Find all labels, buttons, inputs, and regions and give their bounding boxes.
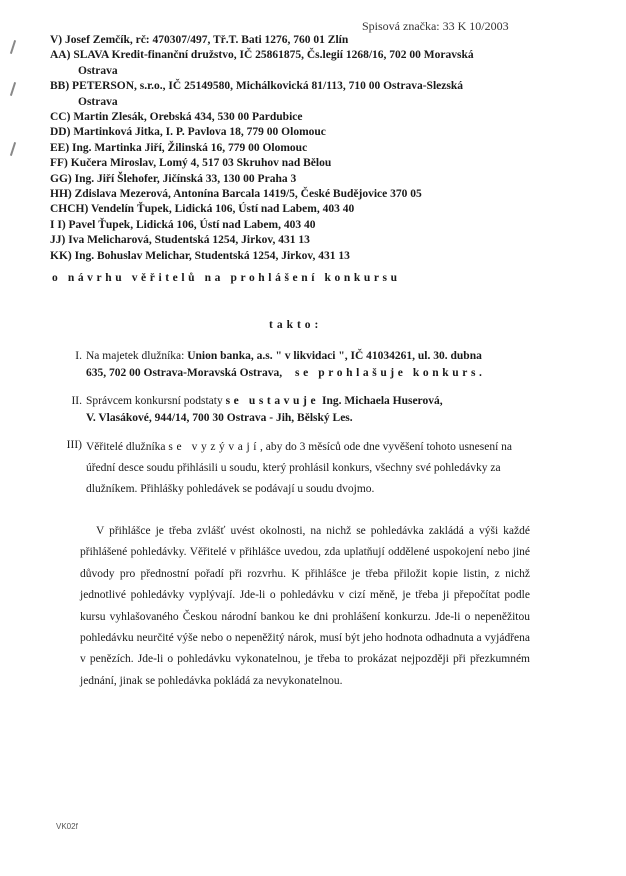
creditor-entry — [50, 125, 610, 140]
creditor-text: Iva Melicharová, Studentská 1254, Jirkov, 431 13 — [68, 234, 310, 247]
creditor-label: FF) — [50, 157, 68, 170]
instructions-paragraph: V přihlášce je třeba zvlášť uvést okolnosti, na nichž se pohledávka zakládá a výši každé přihlášené pohledávky. Věřitelé v přihlášce uvedou, zda uplatňují oddělené uspokojení nebo jiné důvody pro přednostní pořadí při rozvrhu. K přihlášce je třeba přiložit kopie listin, z nichž jednotlivé pohledávky vyplývají. Jde-li o pohledávku v cizí měně, je třeba ji přepočítat podle kursu vyhlašovaného Českou národní bankou ke dni prohlášení konkurzu. Jde-li o nepeněžitou pohledávku neurčité výše nebo o nepeněžitý nárok, musí být jeho hodnota odhadnuta a vyjádřena v penězích. Jde-li o pohledávku vykonatelnou, je třeba to prokázat nejpozději při přezkumném jednání, jinak se pohledávka pokládá za nevykonatelnou. — [80, 525, 530, 687]
creditor-label: HH) — [50, 188, 72, 201]
creditor-text: Zdislava Mezerová, Antonína Barcala 1419/5, České Budějovice 370 05 — [74, 188, 422, 201]
creditor-entry — [50, 156, 610, 171]
creditor-entry — [50, 48, 610, 79]
creditor-entry — [50, 202, 610, 217]
creditor-label: I I) — [50, 218, 66, 231]
takto-heading: takto: — [269, 319, 323, 331]
resolution-heading: o návrhu věřitelů na prohlášení konkursu — [52, 272, 401, 284]
creditor-label: KK) — [50, 249, 72, 262]
creditor-text: Pavel Ťupek, Lidická 106, Ústí nad Labem, 403 40 — [68, 218, 316, 231]
creditor-label: GG) — [50, 172, 72, 185]
creditor-text: Martin Zlesák, Orebská 434, 530 00 Pardubice — [73, 111, 303, 124]
item-verb: se ustavuje — [225, 395, 320, 407]
item-text: , aby do 3 měsíců ode dne vyvěšení tohoto usnesení na úřední desce soudu přihlásili u soudu, který prohlásil konkurs, všechny své pohledávky za dlužníkem. Přihlášky pohledávek se podávají u soudu dvojmo. — [86, 441, 513, 495]
creditor-label: DD) — [50, 126, 71, 139]
creditor-text-continued: Ostrava — [78, 95, 118, 108]
creditor-label: EE) — [50, 141, 70, 154]
creditor-label: JJ) — [50, 234, 66, 247]
trustee-address: V. Vlasákové, 944/14, 700 30 Ostrava - Jih, Bělský Les. — [86, 412, 353, 424]
creditor-text: Martinková Jitka, I. P. Pavlova 18, 779 00 Olomouc — [73, 126, 326, 139]
item-number: III) — [66, 439, 82, 451]
item-intro: Na majetek dlužníka: — [86, 350, 188, 362]
creditor-text: Kučera Miroslav, Lomý 4, 517 03 Skruhov nad Bělou — [70, 157, 332, 170]
resolution-item-1 — [60, 348, 530, 382]
item-verb: se prohlašuje konkurs. — [295, 367, 486, 379]
margin-mark — [10, 142, 16, 156]
creditor-entry — [50, 249, 610, 264]
debtor-name: Union banka, a.s. " v likvidaci ", IČ 41034261, ul. 30. dubna — [187, 350, 482, 362]
creditor-list — [50, 33, 610, 264]
creditor-text-continued: Ostrava — [78, 64, 118, 77]
creditor-entry — [50, 233, 610, 248]
margin-mark — [10, 82, 16, 96]
trustee-name: Ing. Michaela Huserová, — [319, 395, 443, 407]
debtor-address: 635, 702 00 Ostrava-Moravská Ostrava, — [86, 367, 283, 379]
creditor-text: Ing. Martinka Jiří, Žilinská 16, 779 00 Olomouc — [72, 141, 308, 154]
creditor-text: Ing. Bohuslav Melichar, Studentská 1254, Jirkov, 431 13 — [74, 249, 350, 262]
item-number: II. — [71, 395, 82, 407]
creditor-text: PETERSON, s.r.o., IČ 25149580, Michálkovická 81/113, 710 00 Ostrava-Slezská — [72, 80, 463, 93]
creditor-text: SLAVA Kredit-finanční družstvo, IČ 25861875, Čs.legií 1268/16, 702 00 Moravská — [73, 49, 474, 62]
item-number: I. — [75, 350, 82, 362]
creditor-entry — [50, 187, 610, 202]
creditor-label: CC) — [50, 111, 71, 124]
item-intro: Věřitelé dlužníka — [86, 441, 169, 453]
creditor-entry — [50, 79, 610, 110]
creditor-text: Ing. Jiří Šlehofer, Jičínská 33, 130 00 Praha 3 — [74, 172, 297, 185]
form-code: VK02f — [56, 822, 78, 831]
creditor-label: V) — [50, 34, 63, 46]
case-reference: Spisová značka: 33 K 10/2003 — [362, 19, 509, 33]
creditor-text: Josef Zemčík, rč: 470307/497, Tř.T. Bati 1276, 760 01 Zlín — [65, 34, 349, 46]
creditor-label: CHCH) — [50, 203, 89, 216]
item-intro: Správcem konkursní podstaty — [86, 395, 226, 407]
creditor-label: AA) — [50, 49, 71, 62]
creditor-entry — [50, 33, 610, 48]
creditor-entry — [50, 110, 610, 125]
creditor-entry — [50, 218, 610, 233]
creditor-text: Vendelín Ťupek, Lidická 106, Ústí nad Labem, 403 40 — [91, 203, 355, 216]
resolution-item-3 — [60, 437, 530, 500]
item-verb: se vyzývají — [168, 441, 261, 453]
creditor-label: BB) — [50, 80, 70, 93]
margin-mark — [10, 40, 16, 54]
creditor-entry — [50, 172, 610, 187]
resolution-item-2 — [60, 393, 530, 427]
creditor-entry — [50, 141, 610, 156]
